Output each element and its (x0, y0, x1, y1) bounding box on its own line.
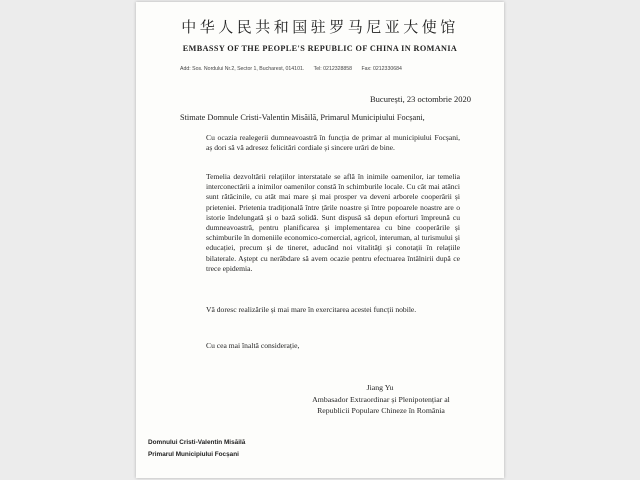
letter-greeting: Stimate Domnule Cristi-Valentin Misăilă, Primarul Municipiului Focșani, (180, 113, 425, 122)
paragraph-congratulations: Cu ocazia realegerii dumneavoastră în funcția de primar al municipiului Focșani, aș dori să vă adresez felicitări cordiale și sincere urări de bine. (206, 133, 460, 153)
signature-name-text: Jiang Yu (366, 383, 394, 392)
signature-name (136, 383, 504, 392)
letter-date: București, 23 octombrie 2020 (370, 94, 472, 104)
recipient-title: Primarul Municipiului Focșani (148, 451, 239, 458)
signature-title-line-1: Ambasador Extraordinar și Plenipotențiar al (312, 395, 450, 404)
paragraph-relations: Temelia dezvoltării relațiilor interstatale se află în inimile oamenilor, iar temelia interconectării a inimilor oamenilor constă în schimburile locale. Cu cât mai atânci sunt rătăcinile, cu atât mai mare și mai prosper va deveni arborele cooperării și prieteniei. Prietenia tradițională între țările noastre și între popoarele noastre are o istorie îndelungată și o bază solidă. Sunt dispusă să depun eforturi împreună cu dumneavoastră, pentru planificarea și implementarea cu bine cooperările și schimburile în domeniile economico-comercial, agricol, interuman, al turismului și educației, precum și de tineret, aducând noi vitalități și conotații în relațiile bilaterale. Aștept cu nerăbdare să avem ocazie pentru efectuarea întâlnirii după ce trece epidemia. (206, 172, 460, 273)
fax-text: Fax: 0212330684 (361, 66, 402, 72)
signature-title-line-2: Republicii Populare Chineze în România (317, 406, 445, 415)
letterhead-chinese-name: 中华人民共和国驻罗马尼亚大使馆 (181, 18, 459, 36)
letter-page (136, 2, 504, 478)
letterhead-contact (180, 66, 410, 72)
letterhead-english-name: EMBASSY OF THE PEOPLE'S REPUBLIC OF CHINA IN ROMANIA (182, 44, 458, 53)
address-text: Add: Sos. Nordului Nr.2, Sector 1, Bucharest, 014101. (180, 66, 305, 72)
closing-phrase: Cu cea mai înaltă considerație, (206, 341, 300, 350)
signature-title (136, 394, 504, 416)
recipient-name: Domnului Cristi-Valentin Misăilă (148, 439, 246, 446)
paragraph-wishes: Vă doresc realizările și mai mare în exercitarea acestei funcții nobile. (206, 305, 417, 314)
tel-text: Tel: 0212328858 (313, 66, 353, 72)
